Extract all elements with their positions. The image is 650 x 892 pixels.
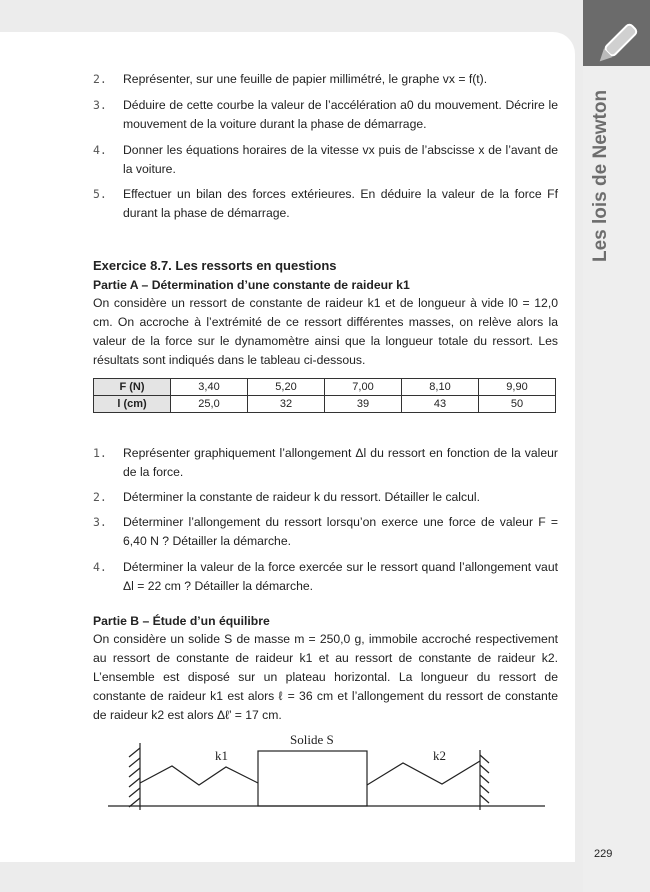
chapter-tab <box>583 0 650 66</box>
spring-k1 <box>140 766 258 785</box>
exercise-title: Exercice 8.7. Les ressorts en questions <box>93 258 337 273</box>
solid-s <box>258 751 367 806</box>
solid-label: Solide S <box>290 732 334 747</box>
k1-label: k1 <box>215 748 228 763</box>
left-wall-hatching <box>129 748 140 807</box>
k2-label: k2 <box>433 748 446 763</box>
part-a-title: Partie A – Détermination d’une constante de raideur k1 <box>93 278 410 292</box>
part-a-text: On considère un ressort de constante de raideur k1 et de longueur à vide l0 = 12,0 cm. On accroche à l’extrémité de ce ressort différentes masses, on relève alors la valeur de la force sur le dynamomètre ainsi que la longueur totale du ressort. Les résultats sont indiqués dans le tableau ci-dessous. <box>93 296 558 367</box>
question-2: 2. Représenter, sur une feuille de papier millimétré, le graphe vx = f(t). <box>93 72 488 86</box>
question-a4: 4. Déterminer la valeur de la force exercée sur le ressort quand l’allongement vaut Δl = 22 cm ? Détailler la démarche. <box>93 560 558 593</box>
part-b-title: Partie B – Étude d’un équilibre <box>93 614 270 628</box>
question-4: 4. Donner les équations horaires de la vitesse vx puis de l’abscisse x de l’avant de la voiture. <box>93 143 558 176</box>
right-wall-hatching <box>480 755 489 803</box>
chapter-title: Les lois de Newton <box>590 89 611 262</box>
part-b-text: On considère un solide S de masse m = 250,0 g, immobile accroché respectivement au ressort de constante de raideur k1 et au ressort de constante de raideur k2. L’ensemble est disposé sur un plateau horizontal. La longueur du ressort de constante de raideur k1 est alors ℓ = 36 cm et l’allongement du ressort de constante de raideur k2 est alors Δℓ’ = 17 cm. <box>93 632 558 722</box>
page-number: 229 <box>594 848 613 860</box>
question-5: 5. Effectuer un bilan des forces extérieures. En déduire la valeur de la force Ff durant la phase de démarrage. <box>93 187 558 220</box>
table-row: l (cm) 25,0 32 39 43 50 <box>94 396 556 413</box>
spring-k2 <box>367 761 480 785</box>
table-row: F (N) 3,40 5,20 7,00 8,10 9,90 <box>94 379 556 396</box>
question-a1: 1. Représenter graphiquement l’allongement Δl du ressort en fonction de la valeur de la force. <box>93 446 558 479</box>
question-3: 3. Déduire de cette courbe la valeur de l’accélération a0 du mouvement. Décrire le mouvement de la voiture durant la phase de démarrage. <box>93 98 558 131</box>
question-a2: 2. Déterminer la constante de raideur k du ressort. Détailler le calcul. <box>93 490 480 504</box>
question-a3: 3. Déterminer l’allongement du ressort lorsqu’on exerce une force de valeur F = 6,40 N ? Détailler la démarche. <box>93 515 558 548</box>
